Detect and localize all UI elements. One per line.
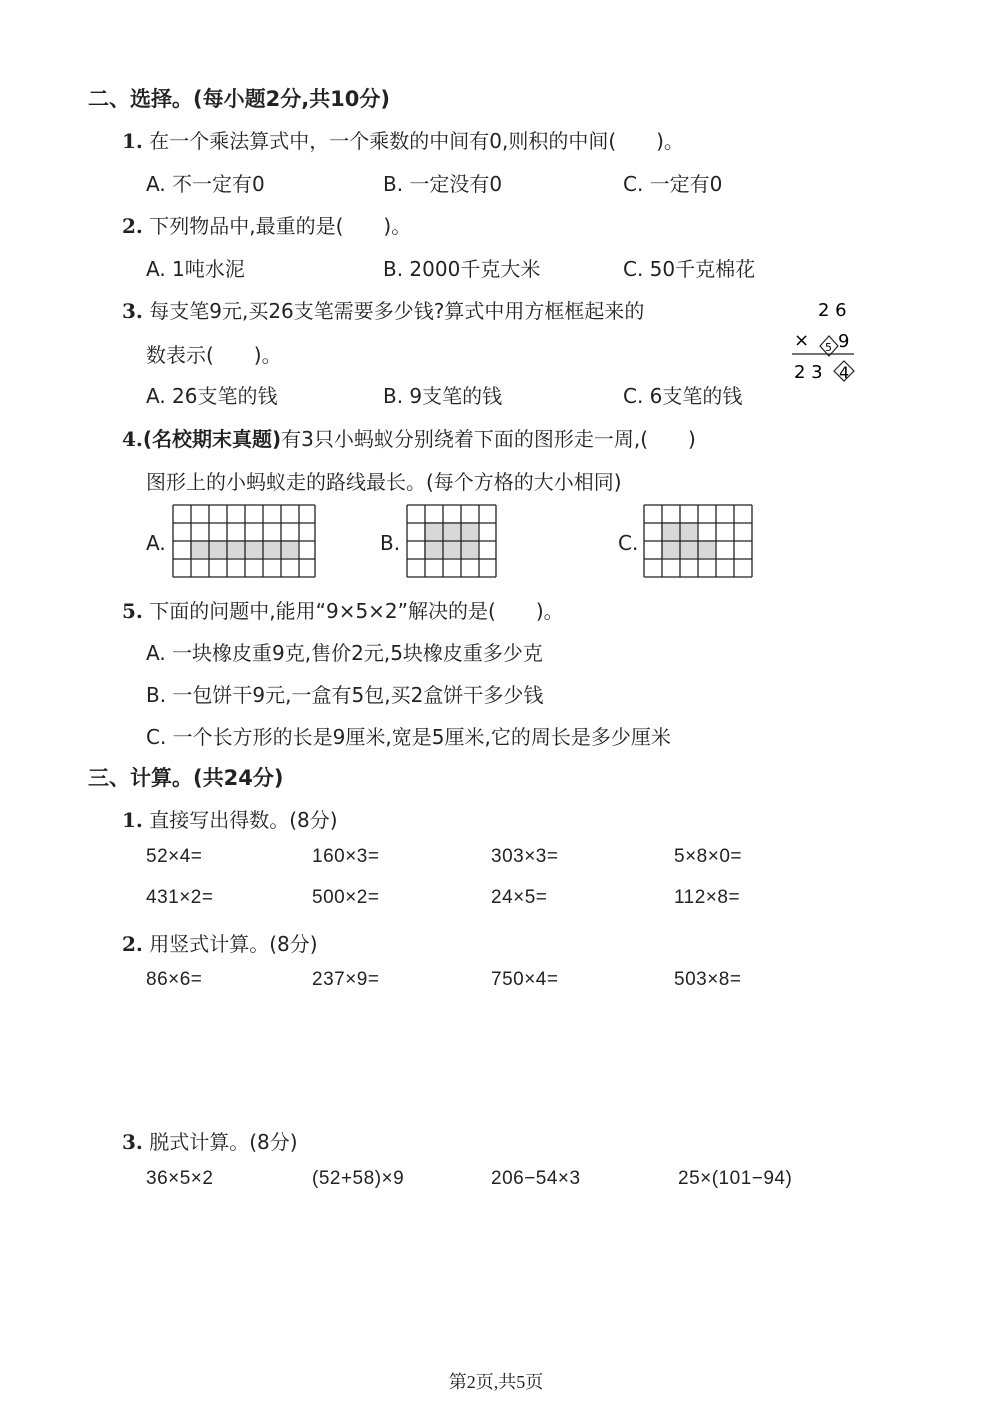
calc-item: 112×8=: [674, 887, 741, 908]
question-number: 1.: [122, 129, 143, 153]
question-1: [122, 125, 684, 154]
grid-figure-a: [172, 504, 316, 578]
calc-item: 52×4=: [146, 846, 203, 867]
question-text-line2: 数表示( )。: [146, 343, 282, 367]
shaded-shape: [661, 522, 715, 558]
part-number: 1.: [122, 808, 143, 832]
boxed-digit: 5: [825, 341, 832, 354]
calc-item: 24×5=: [491, 887, 548, 908]
question-text: 下面的问题中,能用“9×5×2”解决的是( )。: [149, 599, 564, 623]
page-footer: 第2页,共5页: [448, 1372, 544, 1392]
q5-option-c: C. 一个长方形的长是9厘米,宽是5厘米,它的周长是多少厘米: [146, 725, 671, 749]
q1-option-b: B. 一定没有0: [383, 172, 503, 196]
grid-figure-c: [643, 504, 753, 578]
boxed-product-digit: 4: [839, 363, 850, 382]
product-digits: 2 3: [794, 362, 823, 383]
q5-option-b: B. 一包饼干9元,一盒有5包,买2盒饼干多少钱: [146, 683, 544, 707]
question-text-line1: 每支笔9元,买26支笔需要多少钱?算式中用方框框起来的: [149, 299, 645, 323]
question-text-line2: 图形上的小蚂蚁走的路线最长。(每个方格的大小相同): [146, 470, 622, 494]
vertical-multiplication-figure: [788, 296, 860, 386]
question-number: 3.: [122, 299, 143, 323]
question-5: [122, 595, 564, 624]
question-text-line1: 有3只小蚂蚁分别绕着下面的图形走一周,( ): [281, 427, 696, 451]
q5-option-a: A. 一块橡皮重9克,售价2元,5块橡皮重多少克: [146, 641, 543, 665]
question-4: [122, 423, 696, 452]
section-3-title: 三、计算。(共24分): [88, 766, 284, 790]
calc-item: 25×(101−94): [678, 1168, 793, 1189]
calc-item: 303×3=: [491, 846, 559, 867]
grid-figure-b: [406, 504, 497, 578]
q4-option-a: A.: [146, 531, 166, 555]
calc-item: 500×2=: [312, 887, 380, 908]
calc-item: 5×8×0=: [674, 846, 742, 867]
question-3: [122, 295, 644, 324]
calc-item: 86×6=: [146, 969, 203, 990]
part-text: 用竖式计算。(8分): [149, 932, 318, 956]
question-text: 下列物品中,最重的是( )。: [149, 214, 412, 238]
part-2-heading: [122, 928, 318, 957]
part-number: 3.: [122, 1130, 143, 1154]
calc-item: 160×3=: [312, 846, 380, 867]
part-3-heading: [122, 1126, 298, 1155]
times-sign: ×: [794, 330, 810, 351]
calc-item: 237×9=: [312, 969, 380, 990]
q3-option-b: B. 9支笔的钱: [383, 384, 503, 408]
question-text: 在一个乘法算式中，一个乘数的中间有0,则积的中间( )。: [149, 129, 684, 153]
q3-option-c: C. 6支笔的钱: [623, 384, 743, 408]
question-tag: (名校期末真题): [142, 427, 282, 451]
part-number: 2.: [122, 932, 143, 956]
q1-option-a: A. 不一定有0: [146, 172, 265, 196]
shaded-shape: [424, 522, 478, 558]
q3-option-a: A. 26支笔的钱: [146, 384, 278, 408]
q2-option-a: A. 1吨水泥: [146, 257, 245, 281]
multiplicand: 2 6: [818, 300, 847, 321]
calc-item: 431×2=: [146, 887, 214, 908]
calc-item: 750×4=: [491, 969, 559, 990]
part-text: 直接写出得数。(8分): [149, 808, 338, 832]
calc-item: 503×8=: [674, 969, 742, 990]
question-number: 4.: [122, 427, 143, 451]
question-2: [122, 210, 411, 239]
multiplier: 9: [838, 331, 850, 352]
q2-option-c: C. 50千克棉花: [623, 257, 756, 281]
part-1-heading: [122, 804, 338, 833]
calc-item: 36×5×2: [146, 1168, 214, 1189]
section-2-title: 二、选择。(每小题2分,共10分): [88, 87, 391, 111]
q4-option-b: B.: [380, 531, 401, 555]
calc-item: 206−54×3: [491, 1168, 581, 1189]
part-text: 脱式计算。(8分): [149, 1130, 298, 1154]
calc-item: (52+58)×9: [312, 1168, 405, 1189]
q2-option-b: B. 2000千克大米: [383, 257, 541, 281]
shaded-shape: [190, 540, 298, 558]
question-number: 5.: [122, 599, 143, 623]
q4-option-c: C.: [618, 531, 639, 555]
question-number: 2.: [122, 214, 143, 238]
q1-option-c: C. 一定有0: [623, 172, 723, 196]
